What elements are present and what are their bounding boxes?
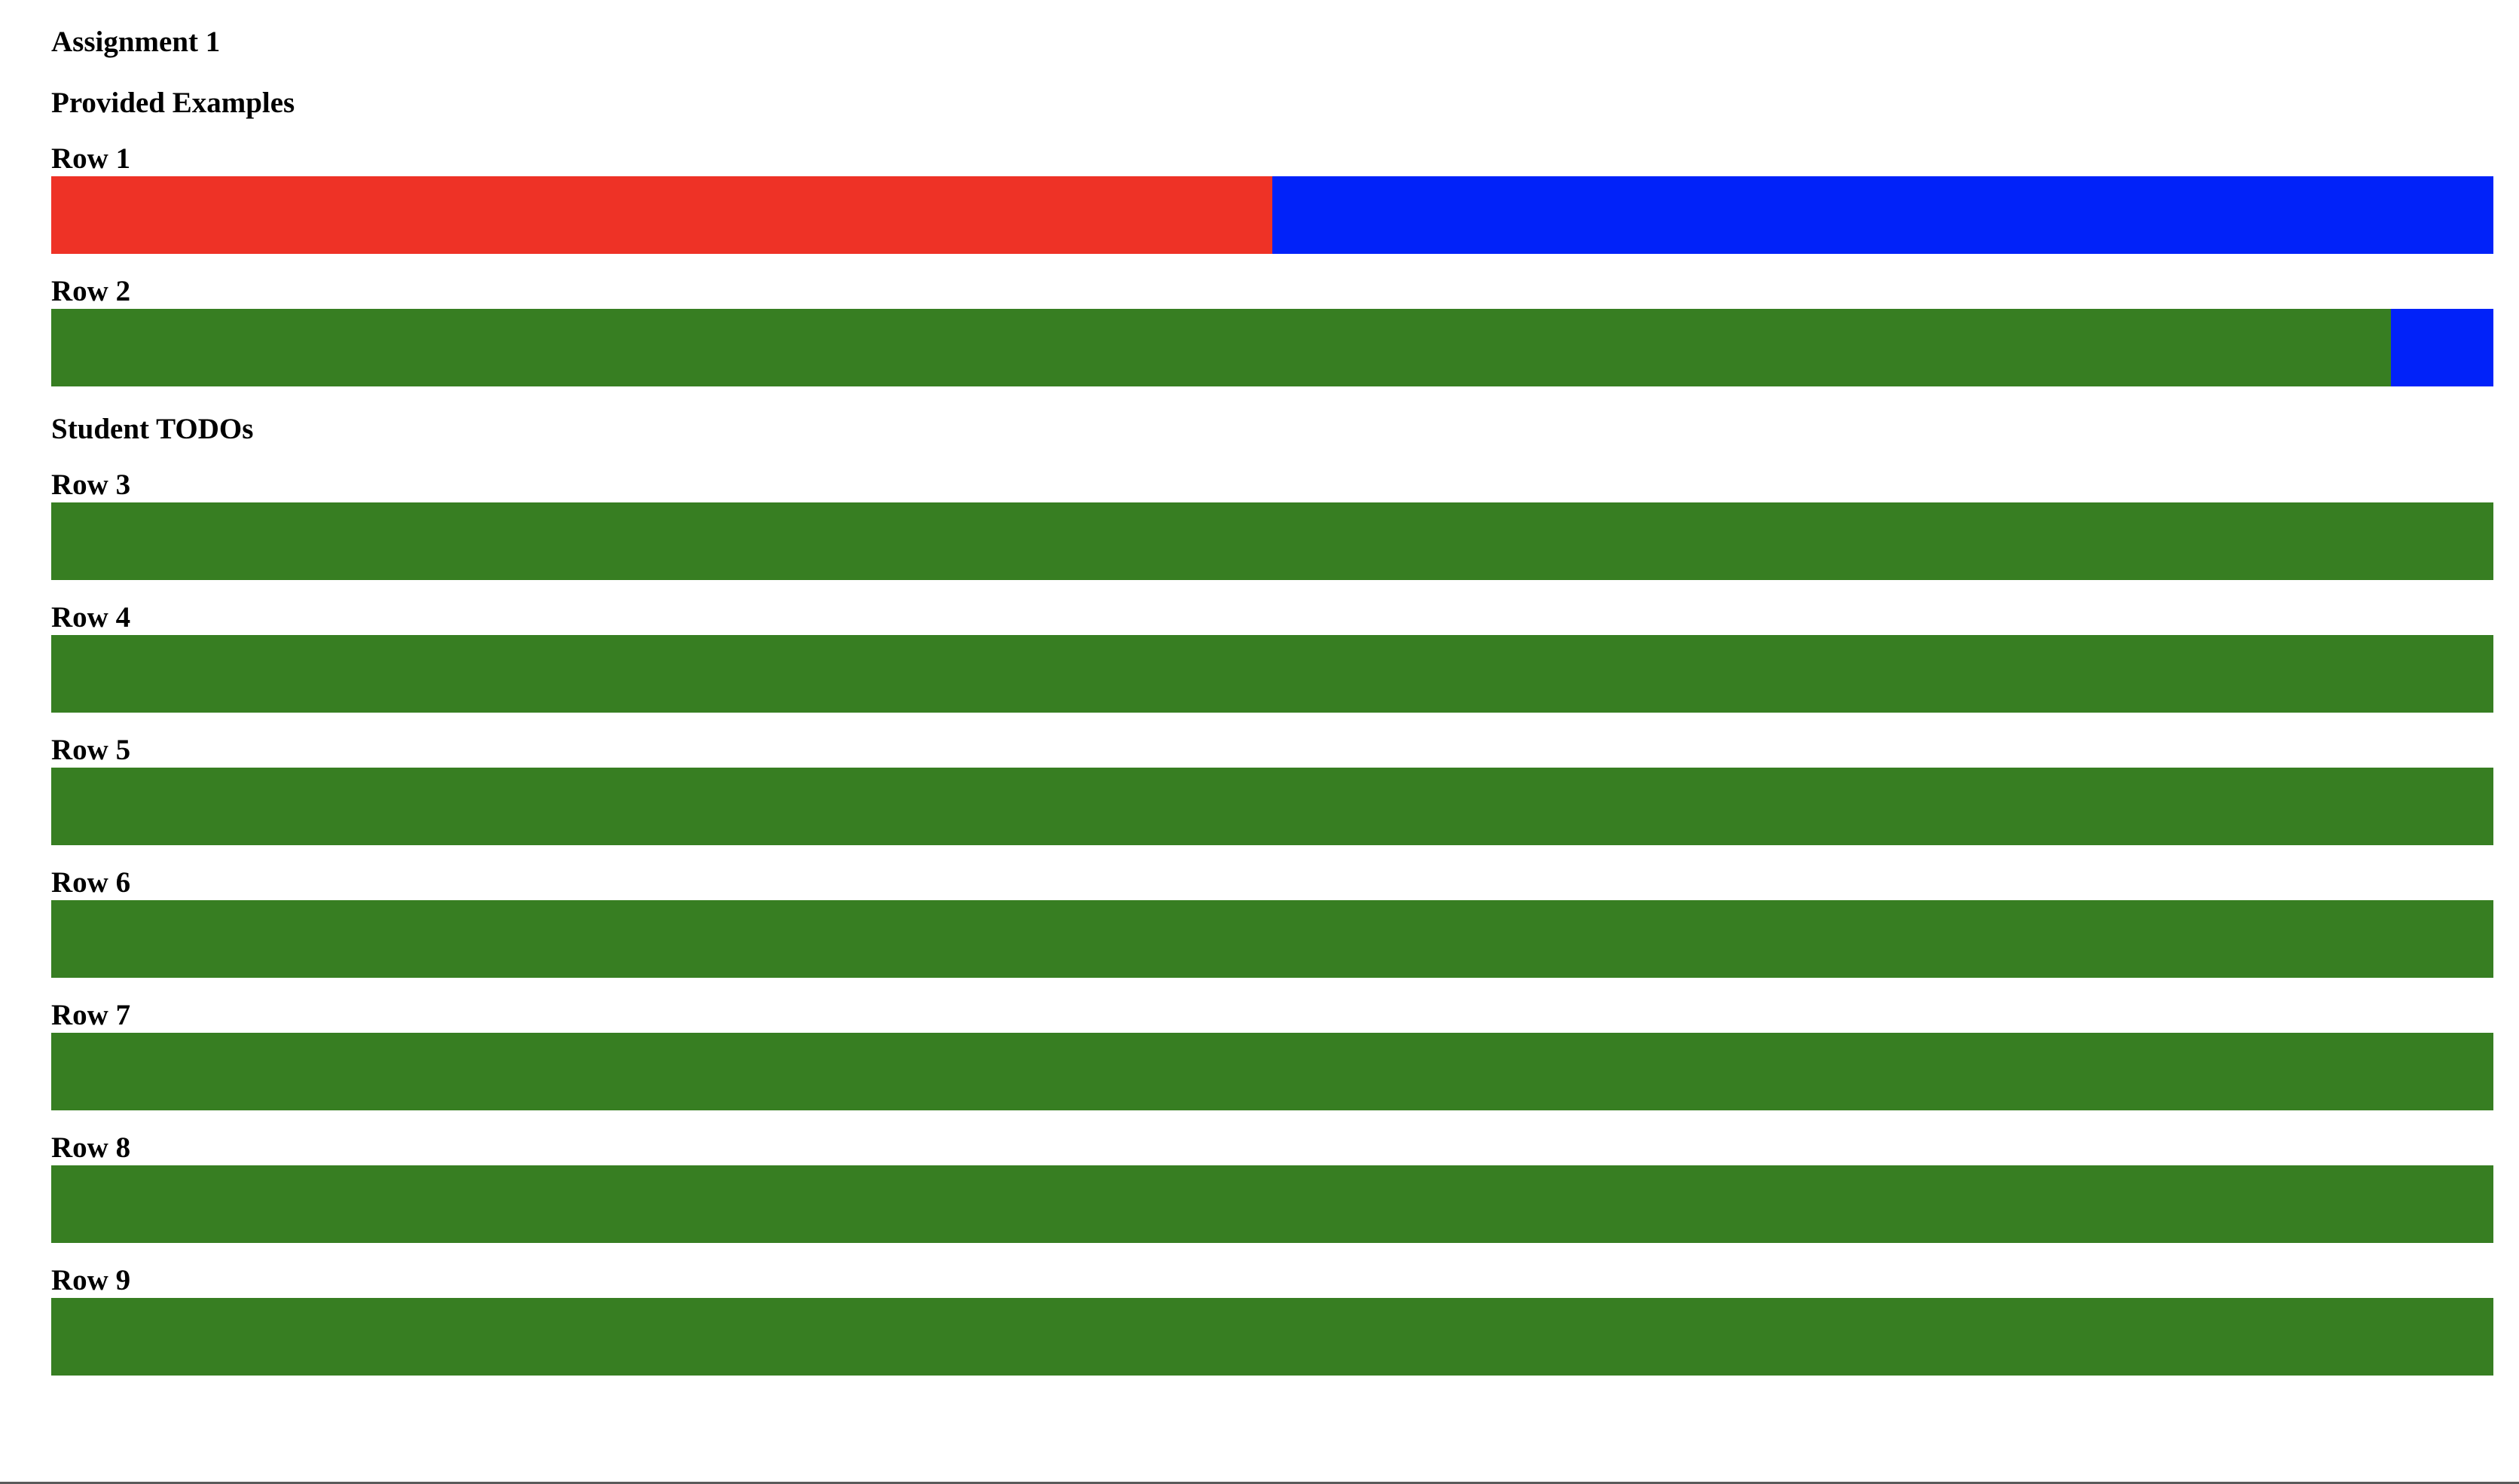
row-bar	[51, 1298, 2493, 1376]
row-bar	[51, 635, 2493, 713]
bar-segment	[1272, 176, 2493, 254]
row-label: Row 2	[51, 275, 131, 307]
row-label: Row 6	[51, 866, 131, 899]
bar-segment	[51, 1033, 2493, 1110]
row-2	[51, 274, 2493, 386]
bar-segment	[51, 176, 1272, 254]
row-label: Row 4	[51, 601, 131, 634]
row-bar	[51, 1033, 2493, 1110]
row-bar	[51, 768, 2493, 845]
row-label: Row 5	[51, 734, 131, 766]
row-label: Row 7	[51, 999, 131, 1031]
row-label: Row 9	[51, 1264, 131, 1296]
row-bar	[51, 176, 2493, 254]
row-5	[51, 733, 2493, 845]
bar-segment	[51, 635, 2493, 713]
bar-segment	[51, 1298, 2493, 1376]
row-label: Row 3	[51, 469, 131, 501]
row-8	[51, 1131, 2493, 1243]
bar-segment	[51, 900, 2493, 978]
row-7	[51, 998, 2493, 1110]
section-provided-examples	[51, 86, 2493, 386]
row-bar	[51, 1165, 2493, 1243]
row-label: Row 8	[51, 1131, 131, 1164]
page-content	[51, 0, 2493, 1376]
bar-segment	[51, 1165, 2493, 1243]
bar-segment	[51, 768, 2493, 845]
row-9	[51, 1263, 2493, 1376]
row-6	[51, 866, 2493, 978]
row-1	[51, 142, 2493, 254]
row-4	[51, 600, 2493, 713]
section-heading: Provided Examples	[51, 87, 295, 119]
section-heading: Student TODOs	[51, 413, 254, 445]
section-student-todos	[51, 412, 2493, 1376]
row-bar	[51, 900, 2493, 978]
row-bar	[51, 502, 2493, 580]
page-title: Assignment 1	[51, 26, 221, 58]
bar-segment	[51, 502, 2493, 580]
bar-segment	[51, 309, 2391, 386]
row-bar	[51, 309, 2493, 386]
row-label: Row 1	[51, 142, 131, 175]
row-3	[51, 468, 2493, 580]
bar-segment	[2391, 309, 2493, 386]
